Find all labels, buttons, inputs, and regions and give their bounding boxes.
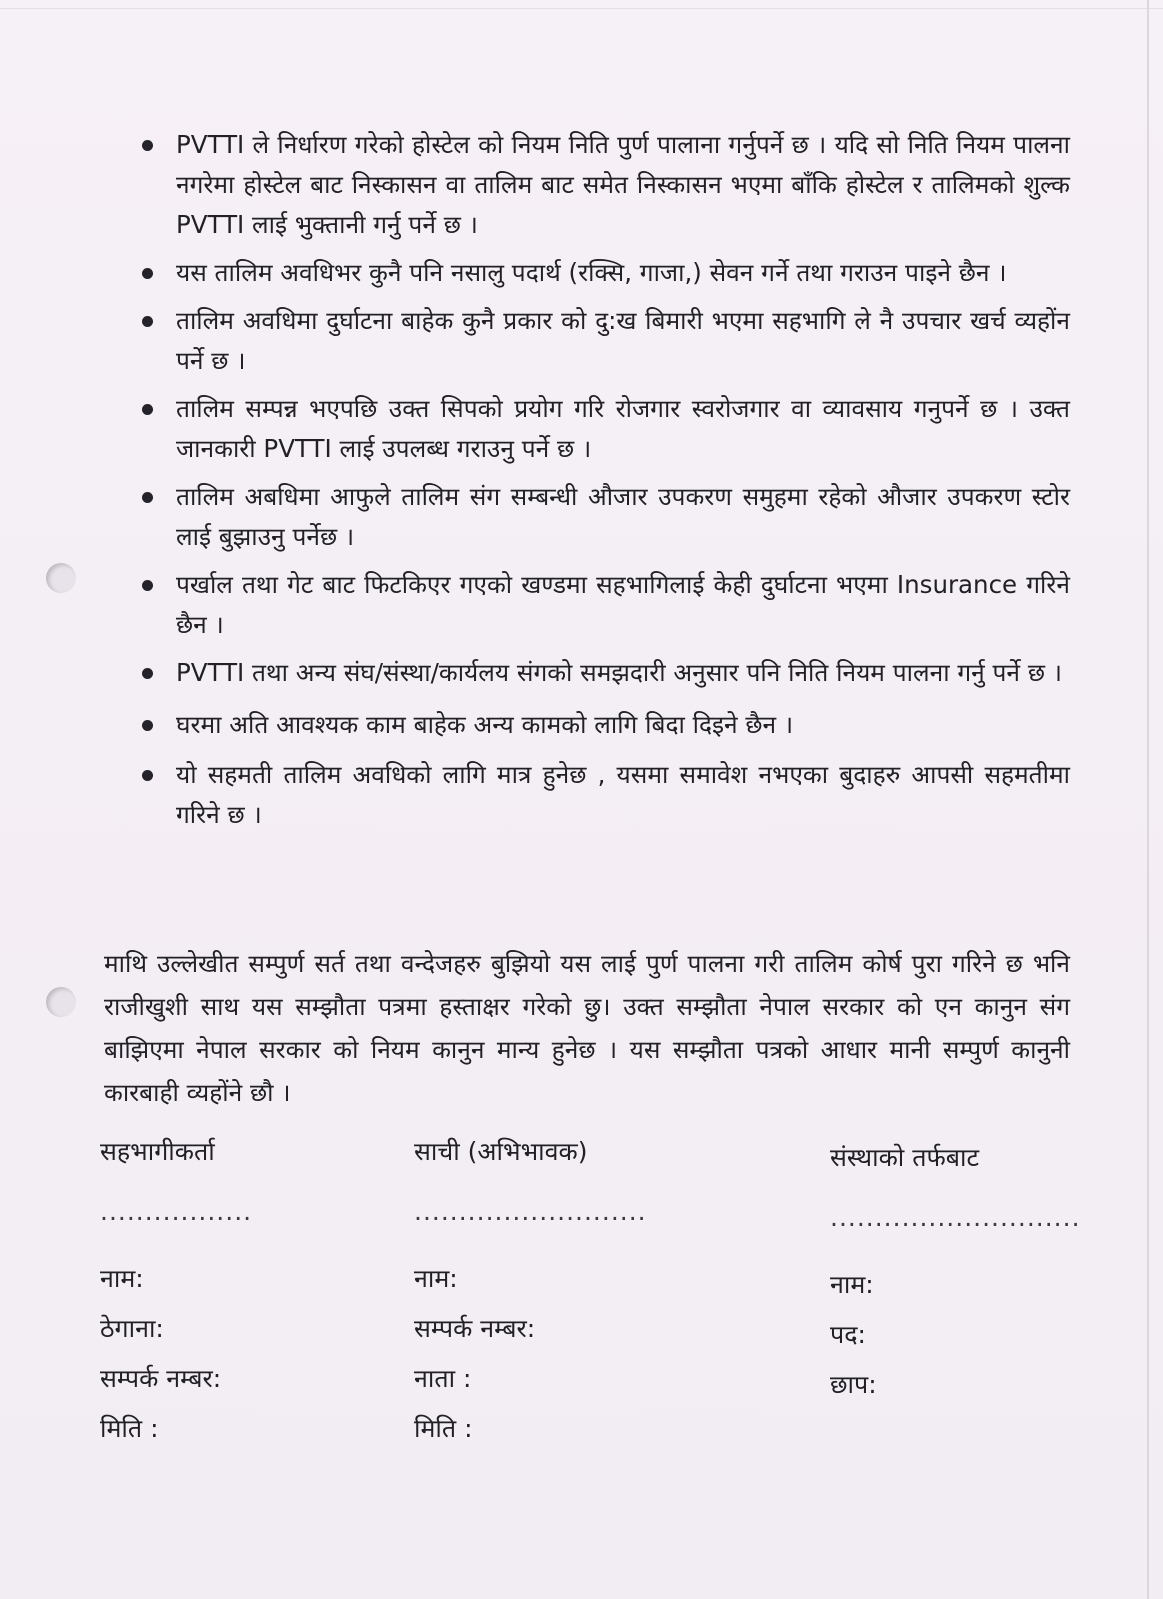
participant-signature-line: ................. [100,1197,253,1226]
bullet-icon [142,140,153,151]
rule-text: यस तालिम अवधिभर कुनै पनि नसालु पदार्थ (रक्सि, गाजा,) सेवन गर्ने तथा गराउन पाइने छैन । [176,258,1007,287]
institution-signature-block [830,1136,1080,1410]
rule-item [140,755,1070,835]
institution-stamp-label: छाप: [830,1370,877,1399]
bullet-icon [142,720,153,731]
institution-name-label: नाम: [830,1270,874,1299]
witness-contact-label: सम्पर्क नम्बर: [414,1314,536,1343]
rule-text: तालिम सम्पन्न भएपछि उक्त सिपको प्रयोग गरि रोजगार स्वरोजगार वा व्यावसाय गनुपर्ने छ । उक्त जानकारी PVTTI लाई उपलब्ध गराउनु पर्ने छ । [176,394,1070,463]
participant-address-label: ठेगाना: [100,1314,164,1343]
rule-item [140,253,1070,293]
rule-item [140,301,1070,381]
rule-item [140,389,1070,469]
institution-title: संस्थाको तर्फबाट [830,1143,980,1172]
rule-item [140,125,1070,245]
bullet-icon [142,492,153,503]
bullet-icon [142,404,153,415]
rule-item [140,477,1070,557]
rule-text: तालिम अबधिमा आफुले तालिम संग सम्बन्धी औजार उपकरण समुहमा रहेको औजार उपकरण स्टोर लाई बुझाउनु पर्नेछ । [176,482,1070,551]
rule-text: PVTTI ले निर्धारण गरेको होस्टेल को नियम निति पुर्ण पालाना गर्नुपर्ने छ । यदि सो निति नियम पालना नगरेमा होस्टेल बाट निस्कासन वा तालिम बाट समेत निस्कासन भएमा बाँकि होस्टेल र तालिमको शुल्क PVTTI लाई भुक्तानी गर्नु पर्ने छ । [176,130,1070,239]
bullet-icon [142,268,153,279]
participant-contact-label: सम्पर्क नम्बर: [100,1364,222,1393]
witness-name-label: नाम: [414,1264,458,1293]
participant-signature-block [100,1130,400,1454]
institution-signature-line: ............................ [830,1203,1081,1232]
participant-name-label: नाम: [100,1264,144,1293]
rule-text: तालिम अवधिमा दुर्घाटना बाहेक कुनै प्रकार को दु:ख बिमारी भएमा सहभागि ले नै उपचार खर्च व्यहोंन पर्ने छ । [176,306,1070,375]
rule-text: यो सहमती तालिम अवधिको लागि मात्र हुनेछ , यसमा समावेश नभएका बुदाहरु आपसी सहमतीमा गरिने छ । [176,760,1070,829]
bullet-icon [142,316,153,327]
paper-top-edge [0,8,1163,9]
participant-title: सहभागीकर्ता [100,1137,215,1166]
rule-text: पर्खाल तथा गेट बाट फिटकिएर गएको खण्डमा सहभागिलाई केही दुर्घाटना भएमा Insurance गरिने छैन । [176,570,1070,639]
bullet-icon [142,580,153,591]
rule-text: घरमा अति आवश्यक काम बाहेक अन्य कामको लागि बिदा दिइने छैन । [176,710,794,739]
witness-signature-block [414,1130,744,1454]
rules-list [140,125,1070,843]
punch-hole-upper [46,563,76,593]
witness-relation-label: नाता : [414,1364,472,1393]
rule-item [140,705,1070,745]
rule-item [140,653,1070,693]
witness-date-label: मिति : [414,1414,473,1443]
participant-date-label: मिति : [100,1414,159,1443]
paper-right-edge [1147,0,1149,1599]
rule-item [140,565,1070,645]
rule-text: PVTTI तथा अन्य संघ/संस्था/कार्यलय संगको समझदारी अनुसार पनि निति नियम पालना गर्नु पर्ने छ । [176,658,1063,687]
witness-signature-line: .......................... [414,1197,647,1226]
witness-title: साची (अभिभावक) [414,1137,588,1166]
bullet-icon [142,668,153,679]
bullet-icon [142,770,153,781]
declaration-paragraph: माथि उल्लेखीत सम्पुर्ण सर्त तथा वन्देजहरु बुझियो यस लाई पुर्ण पालना गरी तालिम कोर्ष पुरा गरिने छ भनि राजीखुशी साथ यस सम्झौता पत्रमा हस्ताक्षर गरेको छु। उक्त सम्झौता नेपाल सरकार को एन कानुन संग बाझिएमा नेपाल सरकार को नियम कानुन मान्य हुनेछ । यस सम्झौता पत्रको आधार मानी सम्पुर्ण कानुनी कारबाही व्यहोंने छौ । [104,949,1070,1107]
punch-hole-lower [46,987,76,1017]
institution-position-label: पद: [830,1320,866,1349]
